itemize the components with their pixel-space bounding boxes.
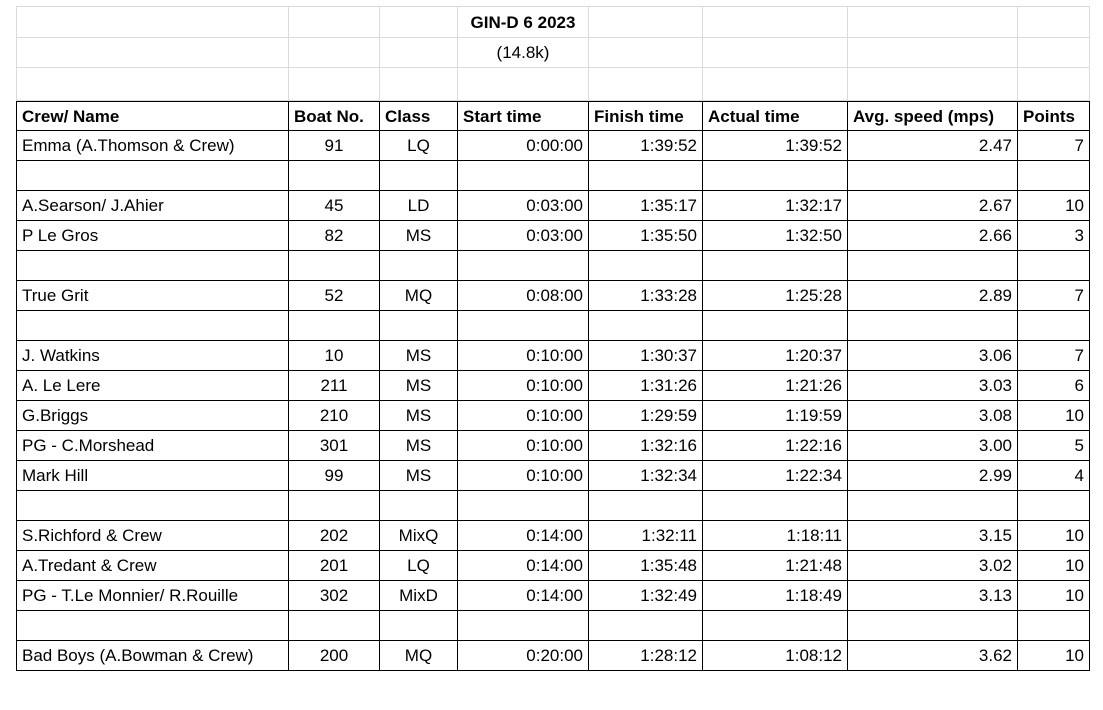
- cell-points: 6: [1018, 371, 1090, 401]
- column-header: Actual time: [703, 101, 848, 131]
- cell-start: [458, 161, 589, 191]
- grid-cell: [1018, 38, 1090, 68]
- cell-speed: [848, 491, 1018, 521]
- result-row: [16, 341, 1090, 371]
- column-header: Start time: [458, 101, 589, 131]
- grid-cell: [380, 68, 458, 101]
- cell-points: 10: [1018, 581, 1090, 611]
- cell-boat: [289, 491, 380, 521]
- cell-points: [1018, 611, 1090, 641]
- cell-start: 0:10:00: [458, 371, 589, 401]
- cell-speed: [848, 311, 1018, 341]
- result-row: [16, 551, 1090, 581]
- grid-cell: [589, 6, 703, 38]
- result-row: [16, 281, 1090, 311]
- cell-points: [1018, 161, 1090, 191]
- cell-start: 0:14:00: [458, 581, 589, 611]
- cell-points: [1018, 311, 1090, 341]
- cell-finish: [589, 161, 703, 191]
- cell-boat: [289, 251, 380, 281]
- cell-speed: [848, 161, 1018, 191]
- cell-points: 10: [1018, 641, 1090, 671]
- cell-class: MS: [380, 221, 458, 251]
- cell-finish: 1:32:16: [589, 431, 703, 461]
- cell-name: True Grit: [16, 281, 289, 311]
- cell-start: 0:20:00: [458, 641, 589, 671]
- cell-actual: 1:18:49: [703, 581, 848, 611]
- cell-actual: 1:22:34: [703, 461, 848, 491]
- grid-cell: [380, 38, 458, 68]
- result-row: [16, 131, 1090, 161]
- cell-boat: 201: [289, 551, 380, 581]
- cell-finish: 1:32:34: [589, 461, 703, 491]
- cell-class: MS: [380, 431, 458, 461]
- cell-name: [16, 161, 289, 191]
- cell-start: [458, 251, 589, 281]
- cell-class: MixD: [380, 581, 458, 611]
- cell-speed: 3.02: [848, 551, 1018, 581]
- cell-speed: 2.47: [848, 131, 1018, 161]
- result-row: [16, 191, 1090, 221]
- cell-speed: 3.15: [848, 521, 1018, 551]
- cell-start: 0:08:00: [458, 281, 589, 311]
- result-row: [16, 401, 1090, 431]
- grid-cell: [289, 38, 380, 68]
- grid-cell: [1018, 6, 1090, 38]
- grid-cell: [289, 68, 380, 101]
- cell-name: A.Searson/ J.Ahier: [16, 191, 289, 221]
- cell-finish: [589, 311, 703, 341]
- column-header: Crew/ Name: [16, 101, 289, 131]
- cell-start: 0:10:00: [458, 341, 589, 371]
- cell-finish: [589, 491, 703, 521]
- cell-name: Mark Hill: [16, 461, 289, 491]
- spacer-row: [16, 611, 1090, 641]
- column-header: Avg. speed (mps): [848, 101, 1018, 131]
- cell-start: 0:14:00: [458, 551, 589, 581]
- cell-name: S.Richford & Crew: [16, 521, 289, 551]
- result-row: [16, 521, 1090, 551]
- cell-name: P Le Gros: [16, 221, 289, 251]
- cell-name: A. Le Lere: [16, 371, 289, 401]
- cell-finish: [589, 251, 703, 281]
- cell-start: 0:10:00: [458, 461, 589, 491]
- column-header: Finish time: [589, 101, 703, 131]
- cell-speed: 3.03: [848, 371, 1018, 401]
- spacer-row: [16, 161, 1090, 191]
- cell-name: G.Briggs: [16, 401, 289, 431]
- cell-finish: 1:31:26: [589, 371, 703, 401]
- cell-actual: 1:19:59: [703, 401, 848, 431]
- cell-points: 10: [1018, 521, 1090, 551]
- cell-actual: 1:21:26: [703, 371, 848, 401]
- spacer-row: [16, 251, 1090, 281]
- cell-boat: 301: [289, 431, 380, 461]
- cell-actual: 1:25:28: [703, 281, 848, 311]
- cell-class: MixQ: [380, 521, 458, 551]
- grid-cell: [458, 68, 589, 101]
- result-row: [16, 581, 1090, 611]
- cell-boat: 211: [289, 371, 380, 401]
- cell-finish: 1:35:17: [589, 191, 703, 221]
- cell-finish: [589, 611, 703, 641]
- cell-name: A.Tredant & Crew: [16, 551, 289, 581]
- cell-points: 7: [1018, 281, 1090, 311]
- cell-speed: 2.66: [848, 221, 1018, 251]
- column-header: Class: [380, 101, 458, 131]
- cell-start: 0:10:00: [458, 401, 589, 431]
- cell-actual: [703, 161, 848, 191]
- column-header: Boat No.: [289, 101, 380, 131]
- cell-name: [16, 491, 289, 521]
- cell-class: [380, 611, 458, 641]
- result-row: [16, 221, 1090, 251]
- cell-speed: 3.13: [848, 581, 1018, 611]
- result-row: [16, 431, 1090, 461]
- grid-cell: [380, 6, 458, 38]
- cell-speed: [848, 251, 1018, 281]
- cell-actual: 1:08:12: [703, 641, 848, 671]
- cell-finish: 1:39:52: [589, 131, 703, 161]
- race-distance: (14.8k): [458, 38, 589, 68]
- cell-actual: [703, 491, 848, 521]
- column-header: Points: [1018, 101, 1090, 131]
- grid-cell: [848, 68, 1018, 101]
- cell-speed: 3.62: [848, 641, 1018, 671]
- result-row: [16, 641, 1090, 671]
- cell-actual: 1:20:37: [703, 341, 848, 371]
- cell-class: [380, 161, 458, 191]
- cell-boat: 91: [289, 131, 380, 161]
- cell-points: 10: [1018, 401, 1090, 431]
- table-header: [16, 101, 1090, 131]
- cell-finish: 1:33:28: [589, 281, 703, 311]
- cell-points: 5: [1018, 431, 1090, 461]
- cell-speed: 2.99: [848, 461, 1018, 491]
- grid-cell: [848, 38, 1018, 68]
- grid-cell: [589, 38, 703, 68]
- title-row: [16, 6, 1090, 38]
- cell-finish: 1:29:59: [589, 401, 703, 431]
- cell-boat: [289, 611, 380, 641]
- cell-speed: 3.00: [848, 431, 1018, 461]
- cell-boat: [289, 161, 380, 191]
- grid-cell: [16, 68, 289, 101]
- title-row: [16, 68, 1090, 101]
- cell-speed: [848, 611, 1018, 641]
- grid-cell: [703, 68, 848, 101]
- cell-boat: [289, 311, 380, 341]
- cell-finish: 1:28:12: [589, 641, 703, 671]
- cell-finish: 1:32:11: [589, 521, 703, 551]
- cell-boat: 82: [289, 221, 380, 251]
- cell-name: Emma (A.Thomson & Crew): [16, 131, 289, 161]
- cell-finish: 1:35:48: [589, 551, 703, 581]
- cell-class: MQ: [380, 641, 458, 671]
- cell-speed: 2.89: [848, 281, 1018, 311]
- cell-start: 0:03:00: [458, 221, 589, 251]
- cell-boat: 210: [289, 401, 380, 431]
- cell-actual: [703, 251, 848, 281]
- cell-class: LQ: [380, 131, 458, 161]
- cell-class: [380, 251, 458, 281]
- cell-actual: 1:32:17: [703, 191, 848, 221]
- spacer-row: [16, 311, 1090, 341]
- cell-start: 0:14:00: [458, 521, 589, 551]
- result-row: [16, 461, 1090, 491]
- spacer-row: [16, 491, 1090, 521]
- cell-boat: 45: [289, 191, 380, 221]
- grid-cell: [1018, 68, 1090, 101]
- cell-boat: 202: [289, 521, 380, 551]
- sheet-title: GIN-D 6 2023: [458, 6, 589, 38]
- cell-actual: 1:18:11: [703, 521, 848, 551]
- result-row: [16, 371, 1090, 401]
- cell-name: J. Watkins: [16, 341, 289, 371]
- cell-points: 10: [1018, 191, 1090, 221]
- cell-class: MS: [380, 341, 458, 371]
- cell-points: [1018, 491, 1090, 521]
- grid-cell: [848, 6, 1018, 38]
- cell-name: PG - T.Le Monnier/ R.Rouille: [16, 581, 289, 611]
- grid-cell: [703, 6, 848, 38]
- cell-points: [1018, 251, 1090, 281]
- cell-name: Bad Boys (A.Bowman & Crew): [16, 641, 289, 671]
- cell-start: 0:00:00: [458, 131, 589, 161]
- cell-actual: 1:21:48: [703, 551, 848, 581]
- cell-boat: 10: [289, 341, 380, 371]
- cell-points: 3: [1018, 221, 1090, 251]
- cell-actual: 1:32:50: [703, 221, 848, 251]
- cell-points: 7: [1018, 131, 1090, 161]
- cell-finish: 1:30:37: [589, 341, 703, 371]
- cell-class: LQ: [380, 551, 458, 581]
- cell-start: [458, 491, 589, 521]
- grid-cell: [16, 38, 289, 68]
- cell-start: [458, 611, 589, 641]
- title-row: [16, 38, 1090, 68]
- cell-boat: 200: [289, 641, 380, 671]
- cell-finish: 1:32:49: [589, 581, 703, 611]
- cell-class: MS: [380, 371, 458, 401]
- cell-class: [380, 491, 458, 521]
- cell-class: [380, 311, 458, 341]
- cell-name: PG - C.Morshead: [16, 431, 289, 461]
- cell-points: 7: [1018, 341, 1090, 371]
- cell-class: MS: [380, 461, 458, 491]
- cell-start: [458, 311, 589, 341]
- cell-actual: [703, 611, 848, 641]
- cell-speed: 3.06: [848, 341, 1018, 371]
- cell-points: 10: [1018, 551, 1090, 581]
- cell-actual: 1:39:52: [703, 131, 848, 161]
- grid-cell: [16, 6, 289, 38]
- cell-boat: 302: [289, 581, 380, 611]
- cell-actual: 1:22:16: [703, 431, 848, 461]
- cell-name: [16, 251, 289, 281]
- grid-cell: [703, 38, 848, 68]
- cell-speed: 3.08: [848, 401, 1018, 431]
- cell-boat: 52: [289, 281, 380, 311]
- cell-class: LD: [380, 191, 458, 221]
- cell-name: [16, 611, 289, 641]
- cell-finish: 1:35:50: [589, 221, 703, 251]
- grid-cell: [289, 6, 380, 38]
- cell-class: MQ: [380, 281, 458, 311]
- cell-class: MS: [380, 401, 458, 431]
- cell-start: 0:03:00: [458, 191, 589, 221]
- grid-cell: [589, 68, 703, 101]
- cell-actual: [703, 311, 848, 341]
- cell-speed: 2.67: [848, 191, 1018, 221]
- cell-name: [16, 311, 289, 341]
- cell-start: 0:10:00: [458, 431, 589, 461]
- cell-points: 4: [1018, 461, 1090, 491]
- cell-boat: 99: [289, 461, 380, 491]
